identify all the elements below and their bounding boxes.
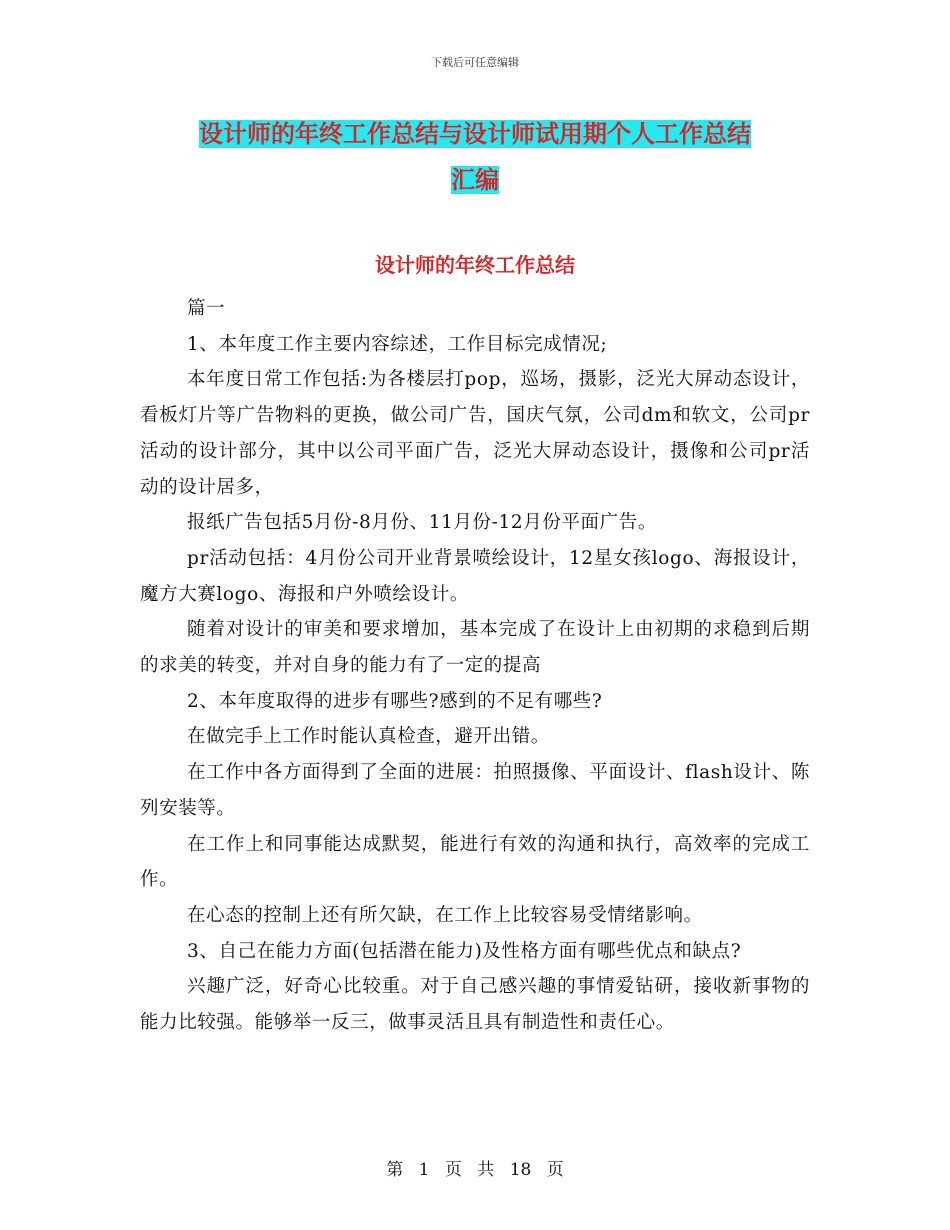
paragraph: 随着对设计的审美和要求增加，基本完成了在设计上由初期的求稳到后期的求美的转变，并对自身的能力有了一定的提高 <box>140 619 810 677</box>
page-footer <box>0 1155 950 1180</box>
paragraph: 篇一 <box>187 298 226 319</box>
footer-middle1: 页 <box>444 1160 462 1180</box>
paragraph: 1、本年度工作主要内容综述，工作目标完成情况; <box>187 333 608 355</box>
paragraph: 兴趣广泛，好奇心比较重。对于自己感兴趣的事情爱钻研，接收新事物的能力比较强。能够举一反三，做事灵活且具有制造性和责任心。 <box>140 976 810 1034</box>
paragraph: 在工作上和同事能达成默契，能进行有效的沟通和执行，高效率的完成工作。 <box>140 833 810 891</box>
section-title: 设计师的年终工作总结 <box>375 253 575 277</box>
footer-suffix: 页 <box>546 1160 564 1180</box>
footer-page-number: 1 <box>418 1160 430 1180</box>
document-title-line1: 设计师的年终工作总结与设计师试用期个人工作总结 <box>199 120 751 148</box>
paragraph: 3、自己在能力方面(包括潜在能力)及性格方面有哪些优点和缺点? <box>187 940 742 962</box>
paragraph: 本年度日常工作包括:为各楼层打pop，巡场，摄影，泛光大屏动态设计，看板灯片等广告物料的更换，做公司广告，国庆气氛，公司dm和软文，公司pr活动的设计部分，其中以公司平面广告，泛光大屏动态设计，摄像和公司pr活动的设计居多， <box>140 369 810 498</box>
document-body <box>140 291 810 1041</box>
paragraph: 报纸广告包括5月份-8月份、11月份-12月份平面广告。 <box>187 512 657 534</box>
paragraph: 2、本年度取得的进步有哪些?感到的不足有哪些? <box>187 690 603 712</box>
paragraph: pr活动包括：4月份公司开业背景喷绘设计，12星女孩logo、海报设计，魔方大赛logo、海报和户外喷绘设计。 <box>140 547 810 605</box>
paragraph: 在做完手上工作时能认真检查，避开出错。 <box>187 726 550 748</box>
footer-prefix: 第 <box>386 1160 404 1180</box>
paragraph: 在心态的控制上还有所欠缺，在工作上比较容易受情绪影响。 <box>187 904 703 926</box>
paragraph: 在工作中各方面得到了全面的进展：拍照摄像、平面设计、flash设计、陈列安装等。 <box>140 762 810 819</box>
footer-middle2: 共 <box>477 1160 495 1180</box>
document-title <box>140 111 810 203</box>
footer-total-pages: 18 <box>509 1160 532 1180</box>
header-note: 下载后可任意编辑 <box>431 56 519 69</box>
document-title-line2: 汇编 <box>451 166 499 194</box>
